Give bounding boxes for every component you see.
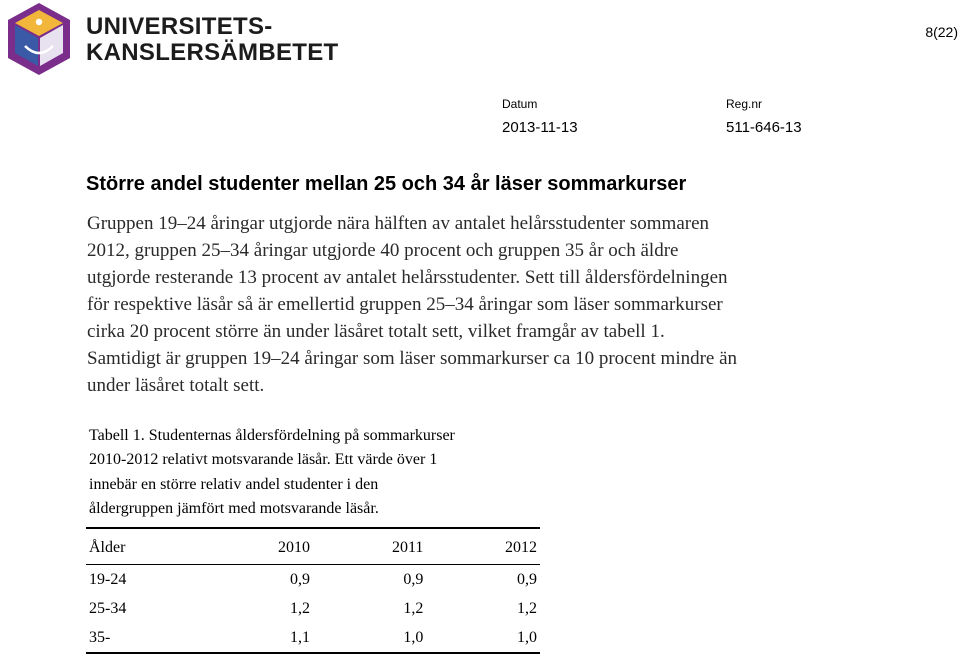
paragraph-line: utgjorde resterande 13 procent av antalet helårsstudenter. Sett till åldersfördelningen [87,267,728,288]
paragraph-line: 2012, gruppen 25–34 åringar utgjorde 40 procent och gruppen 35 år och äldre [87,240,679,261]
paragraph-line: Gruppen 19–24 åringar utgjorde nära hälften av antalet helårsstudenter sommaren [87,213,710,234]
page-number: 8(22) [925,24,958,40]
table-cell: 0,9 [403,570,424,588]
age-distribution-table [86,527,540,654]
table-cell: 25-34 [89,599,127,617]
table-row [86,565,540,595]
org-name-line2: KANSLERSÄMBETET [86,39,339,66]
date-value: 2013-11-13 [502,119,578,136]
caption-line: innebär en större relativ andel studenter i den [89,475,379,493]
table-cell: 1,2 [403,599,424,617]
table-cell: 0,9 [289,570,310,588]
logo-emblem [6,2,72,76]
paragraph-line: för respektive läsår så är emellertid gruppen 25–34 åringar som läser sommarkurser [87,294,723,315]
body-paragraph [87,210,887,399]
organization-name [86,14,339,66]
table-cell: 1,0 [517,628,537,646]
caption-line: 2010-2012 relativt motsvarande läsår. Ett värde över 1 [89,451,438,469]
paragraph-line: Samtidigt är gruppen 19–24 åringar som läser sommarkurser ca 10 procent mindre än [87,348,738,369]
section-heading: Större andel studenter mellan 25 och 34 år läser sommarkurser [86,173,687,195]
table-caption [89,424,455,521]
table-cell: 19-24 [89,570,127,588]
caption-line: Tabell 1. Studenternas åldersfördelning på sommarkurser [89,427,455,444]
reg-number-label: Reg.nr [726,97,763,111]
table-cell: 35- [89,628,111,646]
header-cell-2011: 2011 [313,528,426,565]
table-row [86,623,540,653]
paragraph-line: under läsåret totalt sett. [87,375,265,396]
org-name-line1: UNIVERSITETS- [86,13,273,40]
reg-number-value: 511-646-13 [726,119,802,136]
table-cell: 1,0 [403,628,424,646]
table-cell: 1,2 [289,599,310,617]
date-label: Datum [502,97,538,111]
header-cell-2010: 2010 [199,528,313,565]
header-cell-age: Ålder [86,528,199,565]
paragraph-line: cirka 20 procent större än under läsåret totalt sett, vilket framgår av tabell 1. [87,321,665,342]
table-cell: 1,2 [517,599,537,617]
table-cell: 0,9 [517,570,537,588]
table-row [86,594,540,623]
table-cell: 1,1 [289,628,310,646]
caption-line: åldergruppen jämfört med motsvarande läsår. [89,499,379,517]
hexagon-logo-icon [6,2,72,76]
header-cell-2012: 2012 [426,528,540,565]
table-header-row [86,528,540,565]
